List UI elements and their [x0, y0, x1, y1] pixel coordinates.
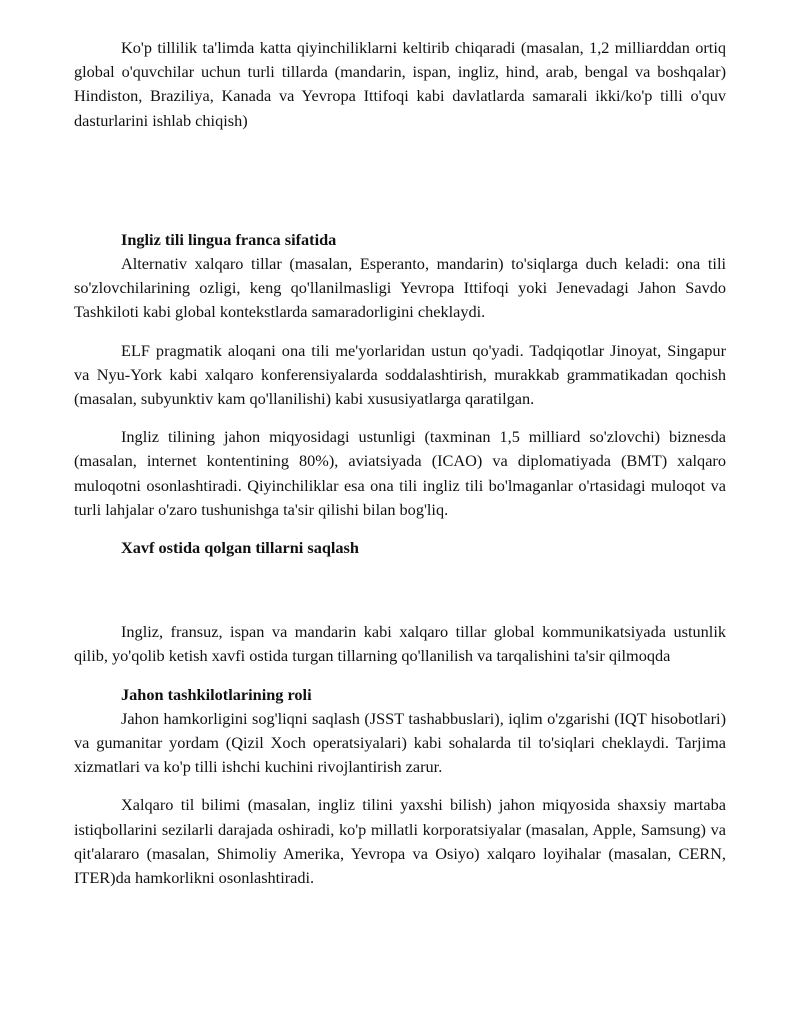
paragraph-international-languages-impact: Ingliz, fransuz, ispan va mandarin kabi xalqaro tillar global kommunikatsiyada ustunlik qilib, yo'qolib ketish xavfi ostida turgan tillarning qo'llanilish va tarqalishini ta'sir qilmoqda — [74, 622, 726, 666]
heading-world-organizations: Jahon tashkilotlarining roli — [121, 684, 312, 704]
paragraph-elf-pragmatics: ELF pragmatik aloqani ona tili me'yorlaridan ustun qo'yadi. Tadqiqotlar Jinoyat, Singapur va Nyu-York kabi xalqaro konferensiyalarda soddalashtirish, murakkab grammatikadan qochish (masalan, subyunktiv kam qo'llanilishi) kabi xususiyatlarga qaratilgan. — [74, 340, 726, 409]
spacer — [74, 560, 726, 620]
paragraph-english-dominance: Ingliz tilining jahon miqyosidagi ustunligi (taxminan 1,5 milliard so'zlovchi) biznesda (masalan, internet kontentining 80%), aviatsiyada (ICAO) va diplomatiyada (BMT) xalqaro muloqotni osonlashtiradi. Qiyinchiliklar esa ona tili ingliz tili bo'lmaganlar o'rtasidagi muloqot va turli lahjalar o'zaro tushunishga ta'sir qilishi bilan bog'liq. — [74, 427, 726, 519]
paragraph-career-prospects: Xalqaro til bilimi (masalan, ingliz tilini yaxshi bilish) jahon miqyosida shaxsiy martaba istiqbollarini sezilarli darajada oshiradi, ko'p millatli korporatsiyalar (masalan, Apple, Samsung) va qit'alararo (masalan, Shimoliy Amerika, Yevropa va Osiyo) xalqaro loyihalar (masalan, CERN, ITER)da hamkorlikni osonlashtiradi. — [74, 795, 726, 888]
heading-endangered-languages: Xavf ostida qolgan tillarni saqlash — [121, 538, 359, 558]
spacer — [74, 133, 726, 228]
spacer — [74, 669, 726, 683]
spacer — [74, 411, 726, 425]
paragraph-global-cooperation: Jahon hamkorligini sog'liqni saqlash (JSST tashabbuslari), iqlim o'zgarishi (IQT hisobotlari) va gumanitar yordam (Qizil Xoch operatsiyalari) kabi sohalarda til to'siqlari cheklaydi. Tarjima xizmatlari va ko'p tilli ishchi kuchini rivojlantirish zarur. — [74, 708, 726, 777]
document-page — [74, 36, 726, 890]
heading-english-lingua-franca: Ingliz tili lingua franca sifatida — [121, 229, 337, 249]
paragraph-multilingual-education: Ko'p tillilik ta'limda katta qiyinchiliklarni keltirib chiqaradi (masalan, 1,2 milliarddan ortiq global o'quvchilar uchun turli tillarda (mandarin, ispan, ingliz, hind, arab, bengal va boshqalar) Hindiston, Braziliya, Kanada va Yevropa Ittifoqi kabi davlatlarda samarali ikki/ko'p tilli o'quv dasturlarini ishlab chiqish) — [74, 38, 726, 130]
paragraph-alternative-languages: Alternativ xalqaro tillar (masalan, Esperanto, mandarin) to'siqlarga duch keladi: ona tili so'zlovchilarining ozligi, keng qo'llanilmasligi Yevropa Ittifoqi yoki Jenevadagi Jahon Savdo Tashkiloti kabi global kontekstlarda samaradorligini cheklaydi. — [74, 254, 726, 322]
spacer — [74, 325, 726, 339]
spacer — [74, 779, 726, 793]
spacer — [74, 522, 726, 536]
